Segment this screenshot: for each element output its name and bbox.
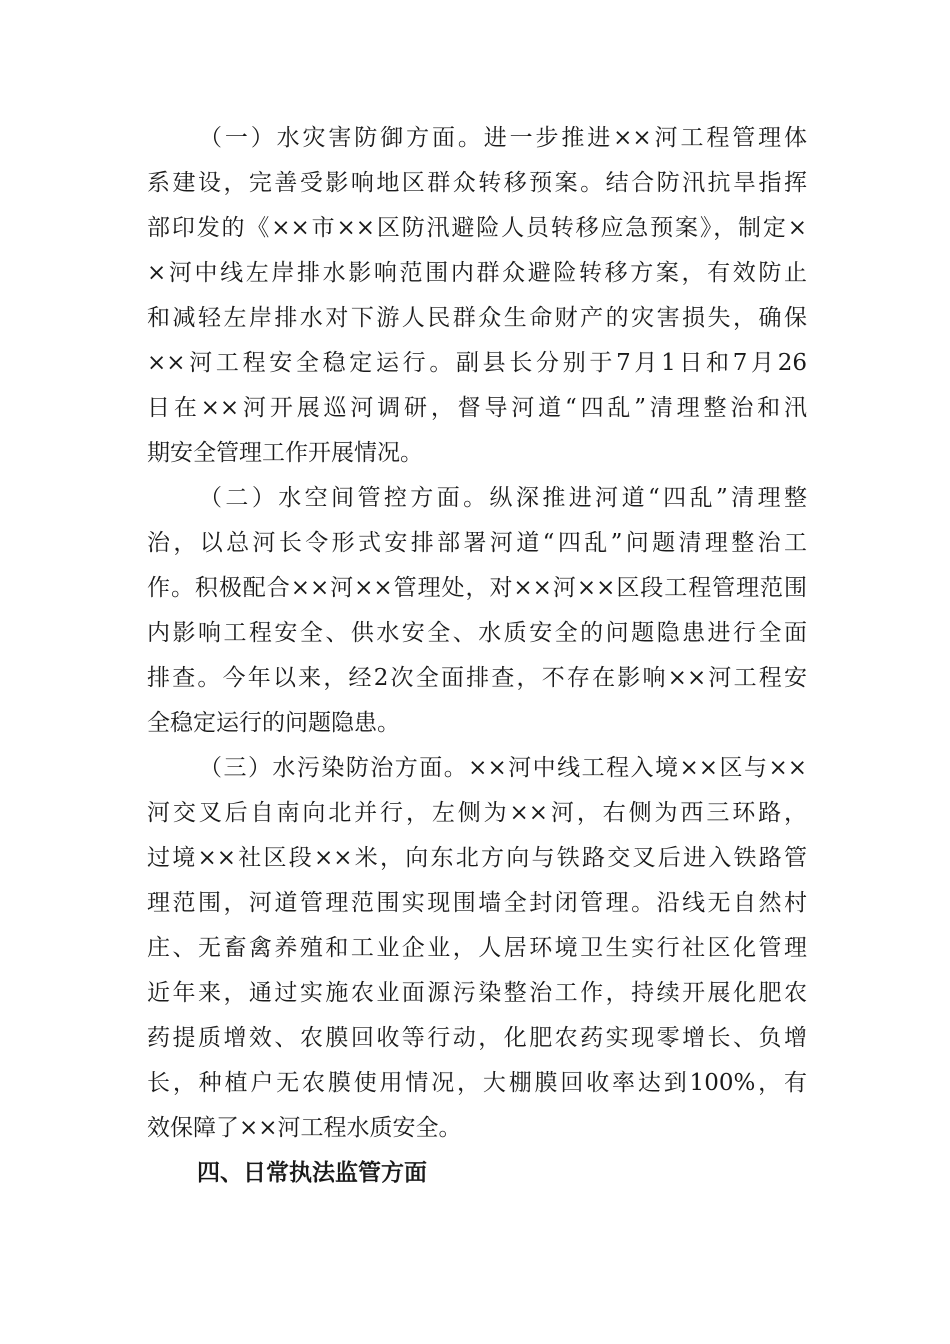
text-line: 药提质增效、农膜回收等行动，化肥农药实现零增长、负增 [147,1025,807,1051]
text-line: 和减轻左岸排水对下游人民群众生命财产的灾害损失，确保 [147,305,807,331]
text-line: 理范围，河道管理范围实现围墙全封闭管理。沿线无自然村 [147,890,807,916]
text-line: （一）水灾害防御方面。进一步推进××河工程管理体 [199,125,807,151]
text-line: （二）水空间管控方面。纵深推进河道“四乱”清理整 [199,485,807,511]
paragraph-water-disaster [147,116,807,476]
text-line: 效保障了××河工程水质安全。 [147,1115,462,1141]
text-line: 系建设，完善受影响地区群众转移预案。结合防汛抗旱指挥 [147,170,807,196]
paragraph-water-pollution [147,746,807,1151]
text-line: 排查。今年以来，经2次全面排查，不存在影响××河工程安 [147,665,807,691]
text-line: 庄、无畜禽养殖和工业企业，人居环境卫生实行社区化管理 [147,935,807,961]
text-line: 近年来，通过实施农业面源污染整治工作，持续开展化肥农 [147,980,807,1006]
text-line: 作。积极配合××河××管理处，对××河××区段工程管理范围 [147,575,807,601]
text-line: 治，以总河长令形式安排部署河道“四乱”问题清理整治工 [147,530,807,556]
text-line: 过境××社区段××米，向东北方向与铁路交叉后进入铁路管 [147,845,807,871]
text-line: 长，种植户无农膜使用情况，大棚膜回收率达到100%，有 [147,1070,807,1096]
text-line: 日在××河开展巡河调研，督导河道“四乱”清理整治和汛 [147,395,807,421]
text-line: ××河工程安全稳定运行。副县长分别于7月1日和7月26 [147,350,807,376]
text-line: 内影响工程安全、供水安全、水质安全的问题隐患进行全面 [147,620,807,646]
section-heading: 四、日常执法监管方面 [197,1160,427,1186]
text-line: 河交叉后自南向北并行，左侧为××河，右侧为西三环路， [147,800,807,826]
text-line: ×河中线左岸排水影响范围内群众避险转移方案，有效防止 [147,260,807,286]
text-line: 全稳定运行的问题隐患。 [147,710,400,736]
text-line: （三）水污染防治方面。××河中线工程入境××区与×× [199,755,807,781]
document-body [147,116,807,1196]
text-line: 部印发的《××市××区防汛避险人员转移应急预案》，制定× [147,215,807,241]
paragraph-water-space [147,476,807,746]
text-line: 期安全管理工作开展情况。 [147,440,423,466]
